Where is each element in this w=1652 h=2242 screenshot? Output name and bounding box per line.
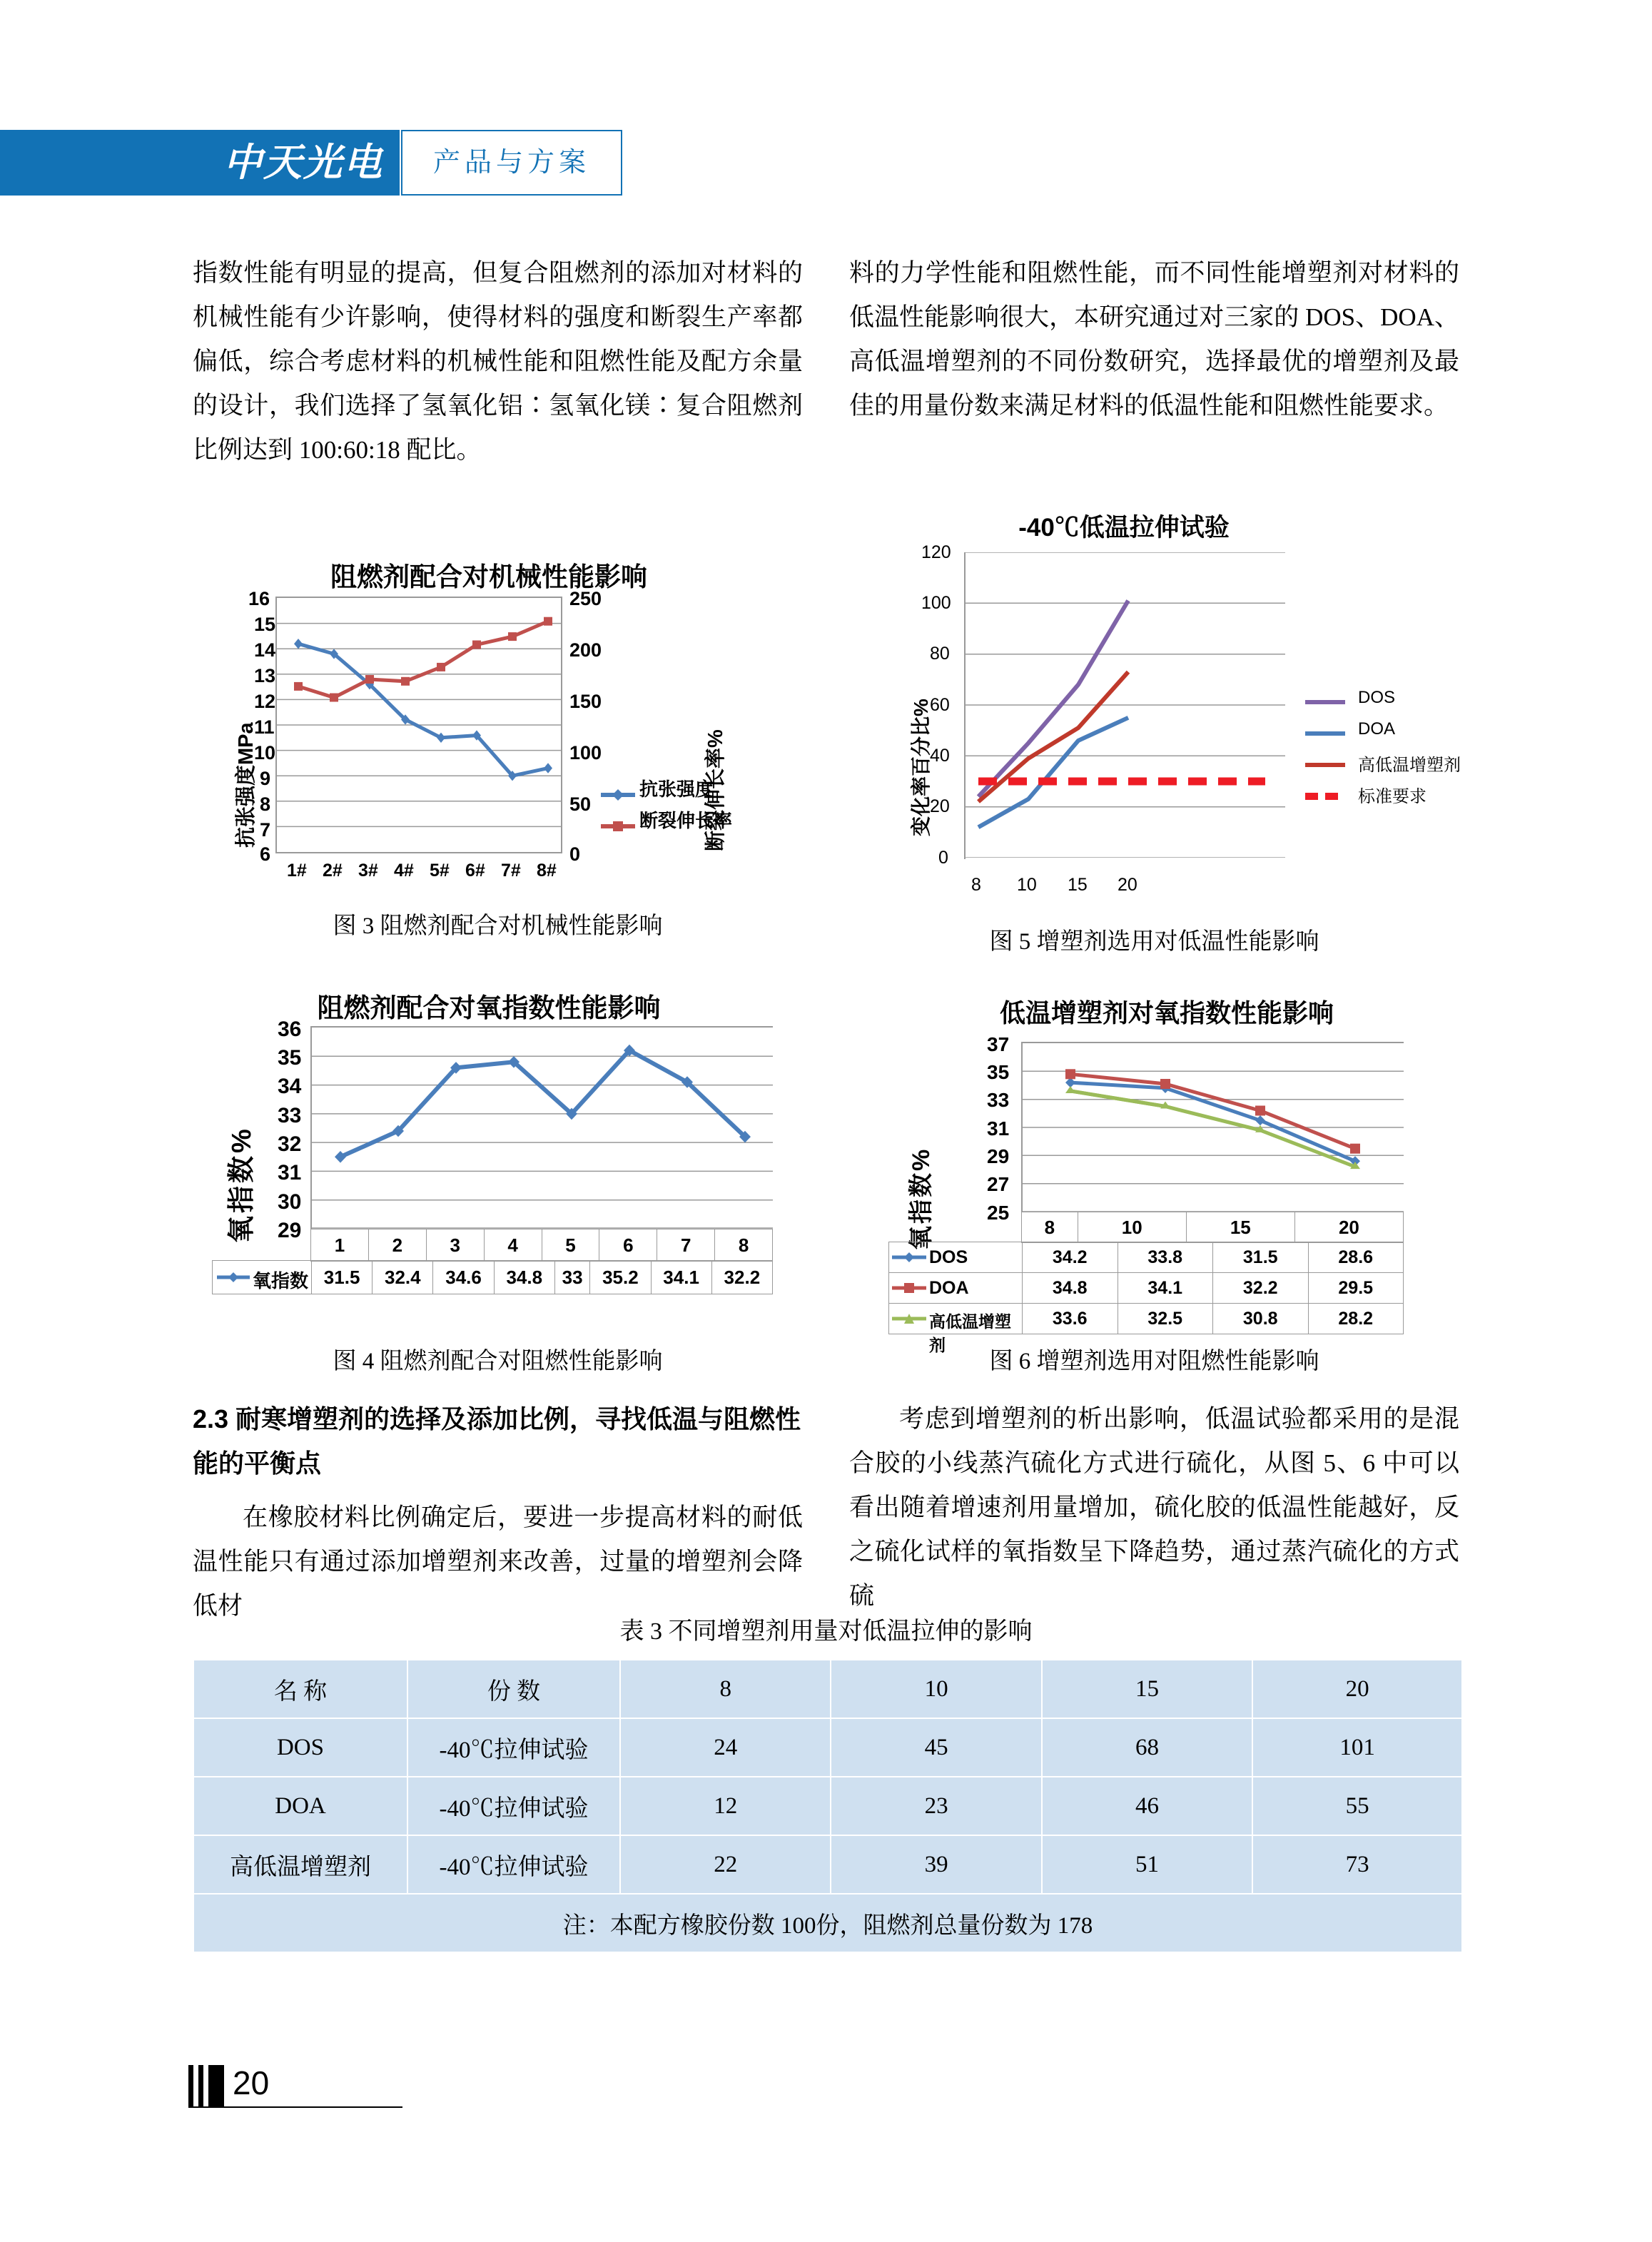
fig4-ytick-6: 30 bbox=[278, 1190, 302, 1214]
fig3-xtick-5: 6# bbox=[465, 861, 485, 881]
right-column-paragraph-1-wrap bbox=[849, 251, 1459, 428]
brand-bar bbox=[0, 130, 400, 196]
fig4-legend-marker-icon bbox=[217, 1270, 250, 1284]
page-number: 20 bbox=[233, 2064, 270, 2101]
fig4-ytick-4: 32 bbox=[278, 1132, 302, 1156]
figure-3-chart bbox=[207, 555, 792, 891]
figure-5-caption: 图 5 增塑剂选用对低温性能影响 bbox=[989, 929, 1319, 955]
t3-h-0: 名 称 bbox=[193, 1660, 407, 1718]
fig6-ytick-1: 35 bbox=[987, 1061, 1010, 1083]
t3-r1-c1: -40℃拉伸试验 bbox=[407, 1777, 620, 1835]
fig6-doa-3: 29.5 bbox=[1308, 1273, 1404, 1304]
right-column-lower bbox=[849, 1397, 1459, 1618]
fig4-ytick-5: 31 bbox=[278, 1161, 302, 1185]
fig5-legend-label-0: DOS bbox=[1358, 688, 1396, 707]
fig5-xtick-0: 8 bbox=[971, 875, 981, 895]
t3-h-1: 份 数 bbox=[407, 1660, 620, 1718]
t3-h-5: 20 bbox=[1252, 1660, 1462, 1718]
fig5-ytick-5: 20 bbox=[930, 796, 950, 816]
t3-r2-c0: 高低温增塑剂 bbox=[193, 1835, 407, 1894]
fig3-ytick-0: 16 bbox=[248, 588, 270, 609]
fig6-ytick-5: 27 bbox=[987, 1173, 1010, 1195]
fig5-svg bbox=[966, 552, 1285, 858]
t3-r0-c0: DOS bbox=[193, 1718, 407, 1777]
fig5-title: -40℃低温拉伸试验 bbox=[1018, 514, 1230, 542]
fig3-y2tick-4: 50 bbox=[569, 793, 592, 815]
fig4-cat-2: 3 bbox=[426, 1229, 484, 1262]
fig3-xtick-6: 7# bbox=[501, 861, 521, 881]
fig6-gdz-1: 32.5 bbox=[1118, 1304, 1213, 1334]
table-row bbox=[889, 1304, 1404, 1334]
fig5-ytick-2: 80 bbox=[930, 644, 950, 664]
fig6-ytick-2: 33 bbox=[987, 1089, 1010, 1111]
fig5-xtick-3: 20 bbox=[1118, 875, 1137, 895]
table-row bbox=[193, 1718, 1462, 1777]
page-footer bbox=[188, 2055, 474, 2119]
fig4-svg bbox=[312, 1028, 773, 1229]
fig6-doa-0: 34.8 bbox=[1023, 1273, 1118, 1304]
fig4-val-0: 31.5 bbox=[312, 1261, 373, 1294]
fig6-cat-2: 15 bbox=[1186, 1212, 1294, 1243]
fig5-legend-label-2: 高低温增塑剂 bbox=[1358, 756, 1461, 775]
fig6-cat-1: 10 bbox=[1078, 1212, 1186, 1243]
t3-r1-c4: 46 bbox=[1042, 1777, 1252, 1835]
fig4-val-2: 34.6 bbox=[433, 1261, 494, 1294]
fig6-ytick-0: 37 bbox=[987, 1033, 1010, 1055]
figure-3-caption: 图 3 阻燃剂配合对机械性能影响 bbox=[333, 913, 663, 939]
fig3-legend-label-1: 断裂伸长率 bbox=[639, 810, 733, 831]
brand-logo: 中天光电 bbox=[223, 141, 383, 184]
fig4-val-7: 32.2 bbox=[711, 1261, 772, 1294]
fig5-xtick-1: 10 bbox=[1017, 875, 1037, 895]
fig4-val-3: 34.8 bbox=[494, 1261, 554, 1294]
fig4-ytick-2: 34 bbox=[278, 1075, 302, 1098]
figure-4-caption: 图 4 阻燃剂配合对阻燃性能影响 bbox=[333, 1349, 663, 1374]
fig4-cat-3: 4 bbox=[484, 1229, 542, 1262]
fig4-val-4: 33 bbox=[554, 1261, 589, 1294]
fig3-title: 阻燃剂配合对机械性能影响 bbox=[330, 562, 647, 592]
t3-r0-c3: 45 bbox=[831, 1718, 1041, 1777]
section-tab: 产品与方案 bbox=[401, 130, 622, 196]
right-paragraph-1: 料的力学性能和阻燃性能，而不同性能增塑剂对材料的低温性能影响很大，本研究通过对三家的 DOS、DOA、高低温增塑剂的不同份数研究，选择最优的增塑剂及最佳的用量份数来满足材料的低温性能和阻燃性能要求。 bbox=[849, 259, 1459, 420]
fig5-xtick-2: 15 bbox=[1068, 875, 1088, 895]
fig6-series-name-0: DOS bbox=[929, 1247, 968, 1267]
fig6-category-table bbox=[1021, 1212, 1404, 1243]
figure-4-chart bbox=[203, 986, 817, 1343]
fig3-plot-area bbox=[275, 597, 562, 853]
t3-note: 注：本配方橡胶份数 100份，阻燃剂总量份数为 178 bbox=[193, 1894, 1462, 1952]
fig6-doa-2: 32.2 bbox=[1213, 1273, 1309, 1304]
table-row bbox=[1022, 1212, 1404, 1243]
fig3-xtick-0: 1# bbox=[287, 861, 307, 881]
fig3-y-axis-label: 抗张强度MPa bbox=[235, 722, 258, 848]
table-row bbox=[310, 1229, 773, 1262]
fig6-dos-2: 31.5 bbox=[1213, 1242, 1309, 1273]
fig5-ytick-3: 60 bbox=[930, 695, 950, 715]
fig3-y2-axis-label: 断裂伸长率% bbox=[704, 729, 727, 851]
fig5-ytick-6: 0 bbox=[938, 848, 948, 868]
t3-r1-c2: 12 bbox=[620, 1777, 831, 1835]
section-heading-2-3: 2.3 耐寒增塑剂的选择及添加比例，寻找低温与阻燃性能的平衡点 bbox=[193, 1404, 801, 1478]
figure-5-chart bbox=[874, 508, 1545, 936]
fig5-ytick-0: 120 bbox=[921, 542, 951, 562]
fig3-ytick-3: 13 bbox=[254, 665, 276, 686]
table-row bbox=[193, 1835, 1462, 1894]
fig6-cat-3: 20 bbox=[1294, 1212, 1403, 1243]
fig3-ytick-2: 14 bbox=[254, 639, 276, 661]
fig3-xtick-3: 4# bbox=[394, 861, 414, 881]
fig6-legend-cell-dos bbox=[889, 1242, 1023, 1273]
table-note-row bbox=[193, 1894, 1462, 1952]
fig4-data-table bbox=[310, 1229, 773, 1262]
fig4-cat-5: 6 bbox=[599, 1229, 657, 1262]
fig6-legend-marker-diamond-icon bbox=[892, 1250, 926, 1264]
fig6-doa-1: 34.1 bbox=[1118, 1273, 1213, 1304]
table-row bbox=[193, 1777, 1462, 1835]
fig3-ytick-8: 8 bbox=[260, 793, 271, 815]
fig3-ytick-4: 12 bbox=[254, 691, 276, 712]
fig5-ytick-4: 40 bbox=[930, 746, 950, 766]
fig3-y2tick-2: 150 bbox=[569, 691, 602, 712]
fig6-series-name-1: DOA bbox=[929, 1278, 969, 1298]
fig4-series-name: 氧指数 bbox=[253, 1270, 309, 1292]
left-paragraph-1: 指数性能有明显的提高，但复合阻燃剂的添加对材料的机械性能有少许影响，使得材料的强度和断裂生产率都偏低，综合考虑材料的机械性能和阻燃性能及配方余量的设计，我们选择了氢氧化铝∶氢氧化镁∶复合阻燃剂比例达到 100:60:18 配比。 bbox=[193, 259, 803, 464]
table-header-row bbox=[193, 1660, 1462, 1718]
fig6-dos-3: 28.6 bbox=[1308, 1242, 1404, 1273]
fig6-svg bbox=[1023, 1043, 1404, 1212]
fig4-ytick-3: 33 bbox=[278, 1104, 302, 1127]
table-row bbox=[889, 1273, 1404, 1304]
t3-r1-c0: DOA bbox=[193, 1777, 407, 1835]
fig4-y-axis-label: 氧指数% bbox=[227, 1126, 257, 1243]
fig6-legend-cell-doa bbox=[889, 1273, 1023, 1304]
fig4-val-6: 34.1 bbox=[651, 1261, 711, 1294]
fig6-ytick-4: 29 bbox=[987, 1145, 1010, 1167]
fig6-y-axis-label: 氧指数% bbox=[908, 1147, 935, 1250]
fig3-ytick-1: 15 bbox=[254, 614, 276, 635]
left-column-lower bbox=[193, 1397, 803, 1628]
fig4-val-5: 35.2 bbox=[590, 1261, 651, 1294]
fig3-ytick-10: 6 bbox=[260, 843, 271, 865]
t3-r0-c2: 24 bbox=[620, 1718, 831, 1777]
fig6-ytick-3: 31 bbox=[987, 1117, 1010, 1140]
t3-r2-c1: -40℃拉伸试验 bbox=[407, 1835, 620, 1894]
table-3-caption: 表 3 不同增塑剂用量对低温拉伸的影响 bbox=[619, 1618, 1033, 1645]
fig5-legend-label-3: 标准要求 bbox=[1358, 787, 1427, 806]
figure-6-caption: 图 6 增塑剂选用对阻燃性能影响 bbox=[989, 1349, 1319, 1374]
fig3-legend-label-0: 抗张强度 bbox=[639, 778, 714, 800]
fig6-cat-0: 8 bbox=[1022, 1212, 1078, 1243]
fig3-ytick-7: 9 bbox=[260, 768, 271, 789]
left-column-paragraph-1-wrap bbox=[193, 251, 803, 472]
page-header bbox=[0, 130, 1652, 196]
t3-h-3: 10 bbox=[831, 1660, 1041, 1718]
fig3-svg bbox=[277, 598, 561, 852]
t3-r0-c5: 101 bbox=[1252, 1718, 1462, 1777]
fig5-ytick-1: 100 bbox=[921, 593, 951, 613]
t3-r2-c5: 73 bbox=[1252, 1835, 1462, 1894]
fig4-ytick-1: 35 bbox=[278, 1046, 302, 1070]
fig4-cat-7: 8 bbox=[715, 1229, 773, 1262]
t3-r2-c2: 22 bbox=[620, 1835, 831, 1894]
fig3-y2tick-1: 200 bbox=[569, 639, 602, 661]
t3-h-4: 15 bbox=[1042, 1660, 1252, 1718]
fig3-y2tick-0: 250 bbox=[569, 588, 602, 609]
fig3-xtick-7: 8# bbox=[537, 861, 557, 881]
fig3-y2tick-5: 0 bbox=[569, 843, 581, 865]
fig4-ytick-0: 36 bbox=[278, 1018, 302, 1041]
fig4-series-legend-cell bbox=[213, 1261, 312, 1294]
t3-r0-c4: 68 bbox=[1042, 1718, 1252, 1777]
table-3 bbox=[193, 1659, 1463, 1953]
fig4-val-1: 32.4 bbox=[373, 1261, 433, 1294]
table-row bbox=[213, 1261, 773, 1294]
fig6-series-name-2: 高低温增塑剂 bbox=[929, 1312, 1011, 1354]
fig4-title: 阻燃剂配合对氧指数性能影响 bbox=[317, 993, 661, 1023]
fig6-title: 低温增塑剂对氧指数性能影响 bbox=[999, 998, 1334, 1028]
fig4-series-table bbox=[212, 1260, 773, 1294]
footer-rule bbox=[188, 2106, 402, 2108]
fig4-plot-area bbox=[310, 1026, 773, 1229]
right-paragraph-2: 考虑到增塑剂的析出影响，低温试验都采用的是混合胶的小线蒸汽硫化方式进行硫化，从图 5、6 中可以看出随着增速剂用量增加，硫化胶的低温性能越好，反之硫化试样的氧指数呈下降趋势，通过蒸汽硫化的方式硫 bbox=[849, 1405, 1459, 1610]
fig4-cat-4: 5 bbox=[542, 1229, 599, 1262]
t3-r2-c4: 51 bbox=[1042, 1835, 1252, 1894]
fig3-xtick-2: 3# bbox=[358, 861, 378, 881]
figure-6-chart bbox=[881, 993, 1545, 1354]
fig6-dos-0: 34.2 bbox=[1023, 1242, 1118, 1273]
fig3-ytick-5: 11 bbox=[254, 716, 275, 738]
fig5-legend-label-1: DOA bbox=[1358, 719, 1396, 739]
fig4-cat-1: 2 bbox=[368, 1229, 426, 1262]
left-paragraph-2: 在橡胶材料比例确定后，要进一步提高材料的耐低温性能只有通过添加增塑剂来改善，过量的增塑剂会降低材 bbox=[193, 1503, 803, 1620]
t3-r1-c5: 55 bbox=[1252, 1777, 1462, 1835]
fig3-ytick-9: 7 bbox=[260, 819, 271, 841]
fig6-gdz-2: 30.8 bbox=[1213, 1304, 1309, 1334]
fig4-ytick-7: 29 bbox=[278, 1219, 302, 1242]
fig6-dos-1: 33.8 bbox=[1118, 1242, 1213, 1273]
fig6-ytick-6: 25 bbox=[987, 1202, 1010, 1224]
t3-r0-c1: -40℃拉伸试验 bbox=[407, 1718, 620, 1777]
fig5-legend-icons bbox=[1305, 695, 1355, 838]
fig3-ytick-6: 10 bbox=[254, 742, 276, 764]
fig3-xtick-1: 2# bbox=[323, 861, 343, 881]
fig5-y-axis-label: 变化率百分比% bbox=[910, 699, 932, 836]
t3-r2-c3: 39 bbox=[831, 1835, 1041, 1894]
fig4-cat-0: 1 bbox=[311, 1229, 369, 1262]
fig3-xtick-4: 5# bbox=[430, 861, 450, 881]
t3-h-2: 8 bbox=[620, 1660, 831, 1718]
fig6-data-table bbox=[888, 1242, 1404, 1354]
t3-r1-c3: 23 bbox=[831, 1777, 1041, 1835]
fig6-gdz-0: 33.6 bbox=[1023, 1304, 1118, 1334]
fig5-plot-area bbox=[964, 552, 1285, 859]
fig6-gdz-3: 28.2 bbox=[1308, 1304, 1404, 1334]
fig4-cat-6: 7 bbox=[657, 1229, 715, 1262]
fig6-plot-area bbox=[1021, 1042, 1404, 1212]
fig6-legend-marker-square-icon bbox=[892, 1281, 926, 1295]
fig6-legend-cell-gdzsj bbox=[889, 1304, 1023, 1354]
fig6-legend-marker-triangle-icon bbox=[892, 1312, 926, 1326]
fig3-y2tick-3: 100 bbox=[569, 742, 602, 764]
table-row bbox=[889, 1242, 1404, 1273]
